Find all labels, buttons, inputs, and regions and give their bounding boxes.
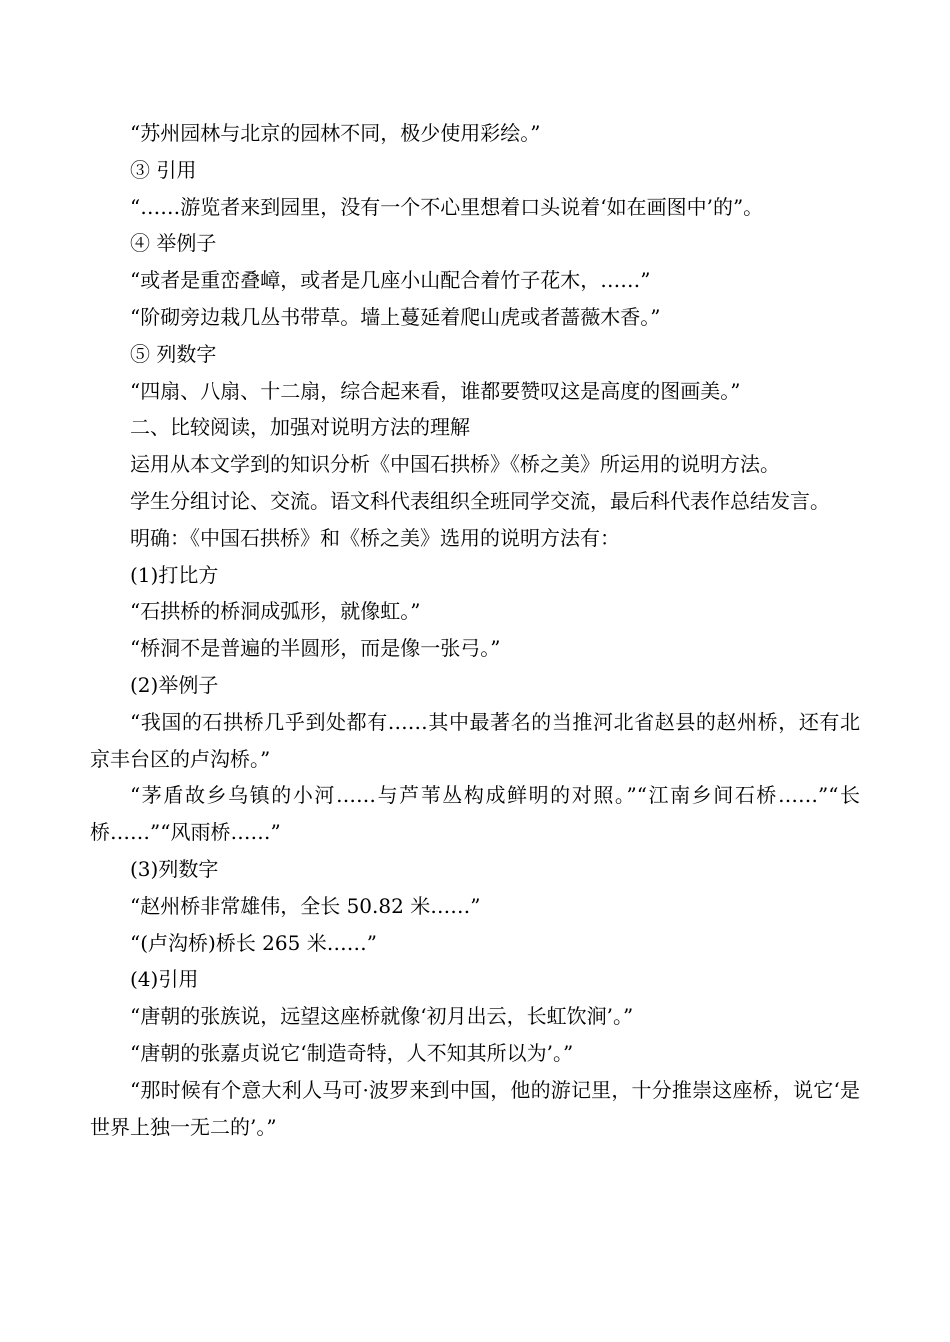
paragraph-zhangzu-quote: “唐朝的张族说，远望这座桥就像‘初月出云，长虹饮涧’。” [130,1004,634,1029]
paragraph-zhaozhou-lugou: “我国的石拱桥几乎到处都有……其中最著名的当推河北省赵县的赵州桥，还有北京丰台区的卢沟桥。” [90,709,860,771]
paragraph-suzhou-no-paint: “苏州园林与北京的园林不同，极少使用彩绘。” [130,121,541,145]
heading-quote-method: ③ 引用 [130,157,197,182]
paragraph-screens: “四扇、八扇、十二扇，综合起来看，谁都要赞叹这是高度的图画美。” [130,378,741,403]
paragraph-visitor-quote: “……游览者来到园里，没有一个不心里想着口头说着‘如在画图中’的”。 [130,194,764,219]
paragraph-bow: “桥洞不是普遍的半圆形，而是像一张弓。” [130,636,501,661]
heading-quotes: (4)引用 [130,967,199,992]
paragraph-hills-bamboo: “或者是重峦叠嶂，或者是几座小山配合着竹子花木，……” [130,268,651,293]
heading-numbers: (3)列数字 [130,856,219,881]
paragraph-group-discussion: 学生分组讨论、交流。语文科代表组织全班同学交流，最后科代表作总结发言。 [130,488,830,513]
paragraph-zhaozhou-length: “赵州桥非常雄伟，全长 50.82 米……” [130,893,481,918]
paragraph-grass-vines: “阶砌旁边栽几丛书带草。墙上蔓延着爬山虎或者蔷薇木香。” [130,304,661,329]
heading-example-method: ④ 举例子 [130,231,217,256]
paragraph-zhangjiazhen-quote: “唐朝的张嘉贞说它‘制造奇特，人不知其所以为’。” [130,1040,574,1065]
paragraph-rainbow: “石拱桥的桥洞成弧形，就像虹。” [130,599,421,624]
paragraph-clarify: 明确：《中国石拱桥》和《桥之美》选用的说明方法有： [130,525,620,550]
heading-analogy: (1)打比方 [130,562,219,587]
section-heading-comparative-reading: 二、比较阅读，加强对说明方法的理解 [130,415,470,440]
heading-examples: (2)举例子 [130,672,219,697]
paragraph-task: 运用从本文学到的知识分析《中国石拱桥》《桥之美》所运用的说明方法。 [130,452,780,477]
paragraph-marco-polo: “那时候有个意大利人马可·波罗来到中国，他的游记里，十分推崇这座桥，说它‘是世界上独一无二的’。” [90,1077,860,1139]
paragraph-lugou-length: “(卢沟桥)桥长 265 米……” [130,930,377,955]
paragraph-wuzhen-bridges: “茅盾故乡乌镇的小河……与芦苇丛构成鲜明的对照。”“江南乡间石桥……”“长桥……”“风雨桥……” [90,783,860,845]
heading-numbers-method: ⑤ 列数字 [130,341,217,366]
